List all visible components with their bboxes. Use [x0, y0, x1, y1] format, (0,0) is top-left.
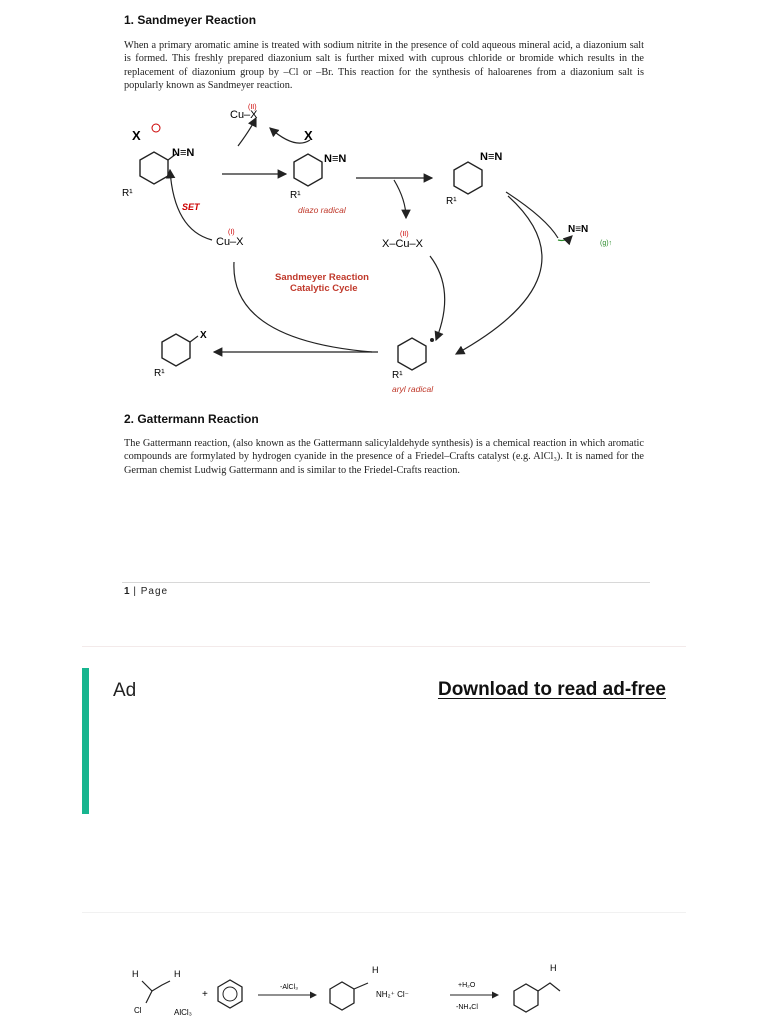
r1-label-1: R¹ — [122, 188, 133, 199]
page-separator — [82, 646, 686, 647]
ad-label: Ad — [113, 680, 137, 701]
page-label: | Page — [133, 586, 169, 597]
cycle-title-line1: Sandmeyer Reaction — [275, 272, 369, 283]
halide-ion-label: X — [132, 128, 141, 143]
product-x-label: X — [200, 330, 207, 341]
gas-evolved-label: (g)↑ — [600, 240, 613, 247]
cu-i-x-label: Cu–X — [216, 236, 244, 248]
ad-accent-bar — [82, 668, 89, 814]
halide-ion-label-2: X — [304, 128, 313, 143]
r1-label-3: R¹ — [446, 196, 457, 207]
h-label-2: H — [174, 969, 181, 979]
section2-title: 2. Gattermann Reaction — [124, 412, 259, 426]
section2-body: The Gattermann reaction, (also known as the Gattermann salicylaldehyde synthesis) is a chemical reaction in which aromatic compounds are formylated by hydrogen cyanide in the presence of a Friedel–Crafts catalyst (e.g. AlCl₃). It is named for the German chemist Ludwig Gattermann and is similar to the Friedel-Crafts reaction. — [124, 438, 644, 476]
ad-bottom-divider — [82, 912, 686, 913]
reagent2-top-label: +H₂O — [458, 982, 476, 989]
iminium-ring — [330, 982, 354, 1010]
h-label-3: H — [372, 965, 379, 975]
h-label-4: H — [550, 963, 557, 973]
benzene-ring — [218, 980, 242, 1008]
plus-sign: + — [202, 989, 208, 1000]
reagent1-label: -AlCl₃ — [280, 984, 299, 991]
set-label: SET — [182, 202, 200, 212]
r1-label-4: R¹ — [154, 368, 165, 379]
cl-label: Cl — [134, 1006, 142, 1015]
section1-title: 1. Sandmeyer Reaction — [124, 13, 257, 27]
n2-gas-label: N≡N — [568, 224, 589, 235]
aryl-diazonium-ring — [140, 152, 168, 184]
aryl-radical-n2-ring — [454, 162, 482, 194]
reagent2-bottom-label: -NH₄Cl — [456, 1004, 478, 1011]
diazo-radical-label: diazo radical — [298, 205, 346, 215]
r1-label-2: R¹ — [290, 190, 301, 201]
cu-ii-ox-label-2: (II) — [400, 231, 409, 238]
sandmeyer-catalytic-cycle-figure — [110, 100, 650, 400]
aryl-n2-label: N≡N — [480, 151, 503, 163]
negative-charge-icon — [152, 124, 160, 132]
benzaldehyde-ring — [514, 984, 538, 1012]
download-ad-free-link[interactable]: Download to read ad-free — [437, 679, 666, 700]
cu-ii-ox-label: (II) — [248, 104, 257, 111]
x-cu-x-label: X–Cu–X — [382, 238, 423, 250]
h-label-1: H — [132, 969, 139, 979]
iminium-label: NH₂⁺ Cl⁻ — [376, 990, 409, 999]
cu-x-top-label: Cu–X — [230, 109, 258, 121]
ad-banner — [82, 668, 686, 814]
gattermann-scheme-figure — [120, 955, 590, 1021]
diazo-radical-ring — [294, 154, 322, 186]
cu-i-ox-label: (I) — [228, 229, 235, 236]
cycle-title-line2: Catalytic Cycle — [290, 283, 358, 294]
page-number: 1 — [124, 586, 130, 597]
section1-body: When a primary aromatic amine is treated with sodium nitrite in the presence of cold aqueous mineral acid, a diazonium salt is formed. This freshly prepared diazonium salt is further mixed with cuprous chloride or bromide which results in the replacement of diazonium group by –Cl or –Br. This reaction for the synthesis of haloarenes from a diazonium salt is popularly known as Sandmeyer reaction. — [124, 40, 644, 92]
r1-label-5: R¹ — [392, 370, 403, 381]
aryl-radical-label: aryl radical — [392, 384, 434, 394]
diazo-radical-n2-label: N≡N — [324, 153, 347, 165]
alcl3-label: AlCl₃ — [174, 1008, 192, 1017]
haloarene-product-ring — [162, 334, 190, 366]
footer-divider — [122, 582, 650, 583]
page-footer — [124, 586, 168, 597]
aryl-radical-ring — [398, 338, 426, 370]
diazonium-n2-label: N≡N — [172, 147, 195, 159]
